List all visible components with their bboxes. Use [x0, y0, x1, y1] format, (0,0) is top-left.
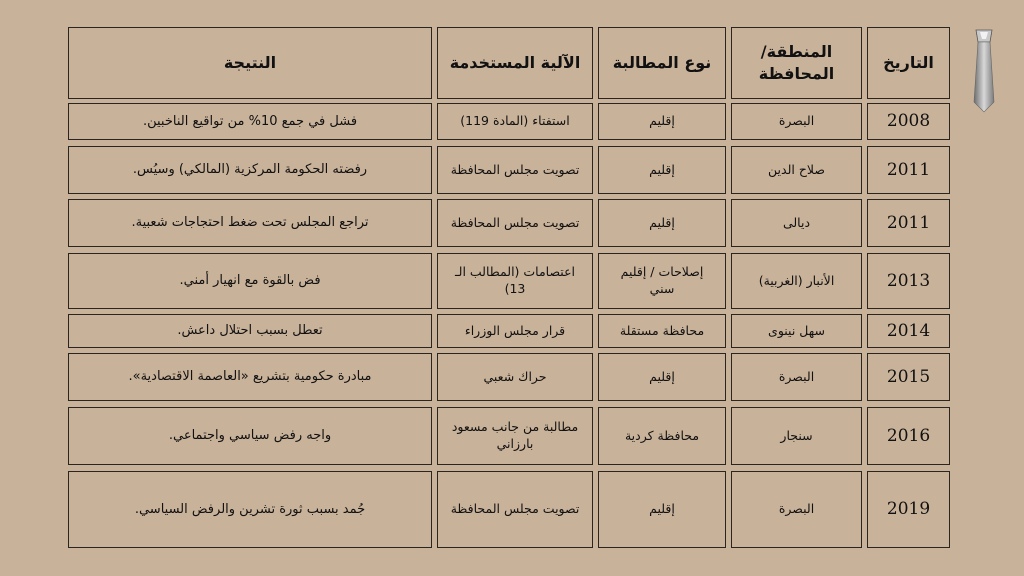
cell-region: سنجار	[731, 407, 862, 465]
cell-type: إقليم	[598, 103, 726, 140]
cell-type: محافظة مستقلة	[598, 314, 726, 348]
cell-year: 2011	[867, 199, 950, 247]
cell-year: 2013	[867, 253, 950, 309]
cell-result: فض بالقوة مع انهيار أمني.	[68, 253, 432, 309]
cell-mechanism: استفتاء (المادة 119)	[437, 103, 593, 140]
cell-type: محافظة كردية	[598, 407, 726, 465]
cell-mechanism: قرار مجلس الوزراء	[437, 314, 593, 348]
cell-result: تراجع المجلس تحت ضغط احتجاجات شعبية.	[68, 199, 432, 247]
cell-mechanism: تصويت مجلس المحافظة	[437, 199, 593, 247]
cell-type: إقليم	[598, 471, 726, 548]
cell-year: 2019	[867, 471, 950, 548]
cell-mechanism: تصويت مجلس المحافظة	[437, 146, 593, 194]
cell-region: سهل نينوى	[731, 314, 862, 348]
cell-result: تعطل بسبب احتلال داعش.	[68, 314, 432, 348]
cell-type: إقليم	[598, 199, 726, 247]
cell-year: 2015	[867, 353, 950, 401]
cell-region: البصرة	[731, 103, 862, 140]
cell-year: 2016	[867, 407, 950, 465]
cell-region: ديالى	[731, 199, 862, 247]
cell-result: واجه رفض سياسي واجتماعي.	[68, 407, 432, 465]
cell-mechanism: اعتصامات (المطالب الـ 13)	[437, 253, 593, 309]
cell-type: إقليم	[598, 353, 726, 401]
cell-region: البصرة	[731, 471, 862, 548]
header-type: نوع المطالبة	[598, 27, 726, 99]
header-mechanism: الآلية المستخدمة	[437, 27, 593, 99]
header-result: النتيجة	[68, 27, 432, 99]
cell-type: إقليم	[598, 146, 726, 194]
cell-mechanism: مطالبة من جانب مسعود بارزاني	[437, 407, 593, 465]
cell-result: مبادرة حكومية بتشريع «العاصمة الاقتصادية».	[68, 353, 432, 401]
cell-result: جُمد بسبب ثورة تشرين والرفض السياسي.	[68, 471, 432, 548]
cell-region: صلاح الدين	[731, 146, 862, 194]
cell-mechanism: حراك شعبي	[437, 353, 593, 401]
cell-mechanism: تصويت مجلس المحافظة	[437, 471, 593, 548]
cell-year: 2008	[867, 103, 950, 140]
cell-year: 2011	[867, 146, 950, 194]
header-region: المنطقة/ المحافظة	[731, 27, 862, 99]
cell-result: فشل في جمع 10% من تواقيع الناخبين.	[68, 103, 432, 140]
cell-year: 2014	[867, 314, 950, 348]
cell-region: البصرة	[731, 353, 862, 401]
header-year: التاريخ	[867, 27, 950, 99]
cell-region: الأنبار (الغربية)	[731, 253, 862, 309]
cell-type: إصلاحات / إقليم سني	[598, 253, 726, 309]
cell-result: رفضته الحكومة المركزية (المالكي) وسيُس.	[68, 146, 432, 194]
tie-ornament-icon	[970, 28, 998, 114]
